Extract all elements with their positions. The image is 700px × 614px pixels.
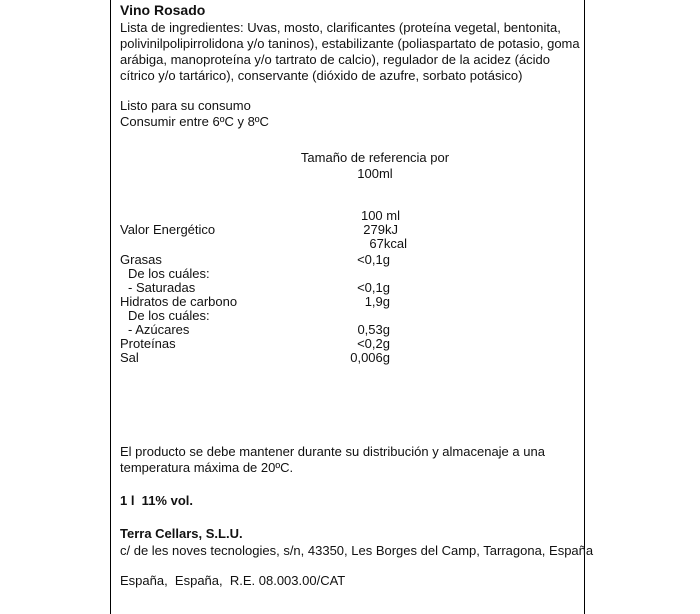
ingredients-line: arábiga, manoproteína y/o tartrato de calcio), regulador de la acidez (ácido xyxy=(120,52,550,67)
nutrient-value: 0,006g xyxy=(350,350,390,365)
energy-kj-value: 279kJ xyxy=(363,222,398,237)
storage-line: El producto se debe mantener durante su distribución y almacenaje a una xyxy=(120,444,545,459)
nutrient-sublabel: De los cuáles: xyxy=(128,266,210,281)
nutrient-label: Sal xyxy=(120,350,139,365)
company-name: Terra Cellars, S.L.U. xyxy=(120,526,243,541)
nutrient-value: <0,2g xyxy=(357,336,390,351)
nutrient-label: - Azúcares xyxy=(128,322,190,337)
nutrient-label: Grasas xyxy=(120,252,162,267)
origin-registry: España, España, R.E. 08.003.00/CAT xyxy=(120,573,346,588)
product-title: Vino Rosado xyxy=(120,2,206,18)
reference-size-line1: Tamaño de referencia por xyxy=(300,150,450,165)
nutrient-value: 1,9g xyxy=(364,294,390,309)
storage-line: temperatura máxima de 20ºC. xyxy=(120,460,294,475)
reference-size-line2: 100ml xyxy=(357,166,393,181)
ingredients-line: Lista de ingredientes: Uvas, mosto, clarificantes (proteína vegetal, bentonita, xyxy=(120,20,561,35)
serving-temperature: Consumir entre 6ºC y 8ºC xyxy=(120,114,269,129)
nutrient-label: - Saturadas xyxy=(128,280,196,295)
nutrient-value: <0,1g xyxy=(357,252,390,267)
volume-and-abv: 1 l 11% vol. xyxy=(120,493,193,508)
nutrient-sublabel: De los cuáles: xyxy=(128,308,210,323)
nutrient-value: <0,1g xyxy=(357,280,390,295)
energy-label: Valor Energético xyxy=(120,222,216,237)
energy-kcal-value: 67kcal xyxy=(369,236,407,251)
nutrient-label: Hidratos de carbono xyxy=(120,294,238,309)
nutrition-column-header: 100 ml xyxy=(360,208,400,223)
company-address: c/ de les noves tecnologies, s/n, 43350, Les Borges del Camp, Tarragona, España xyxy=(120,543,594,558)
ingredients-line: cítrico y/o tartárico), conservante (dióxido de azufre, sorbato potásico) xyxy=(120,68,523,83)
ready-to-consume: Listo para su consumo xyxy=(120,98,251,113)
nutrient-label: Proteínas xyxy=(120,336,176,351)
nutrient-value: 0,53g xyxy=(357,322,390,337)
ingredients-line: polivinilpolipirrolidona y/o taninos), estabilizante (poliaspartato de potasio, goma xyxy=(120,36,580,51)
